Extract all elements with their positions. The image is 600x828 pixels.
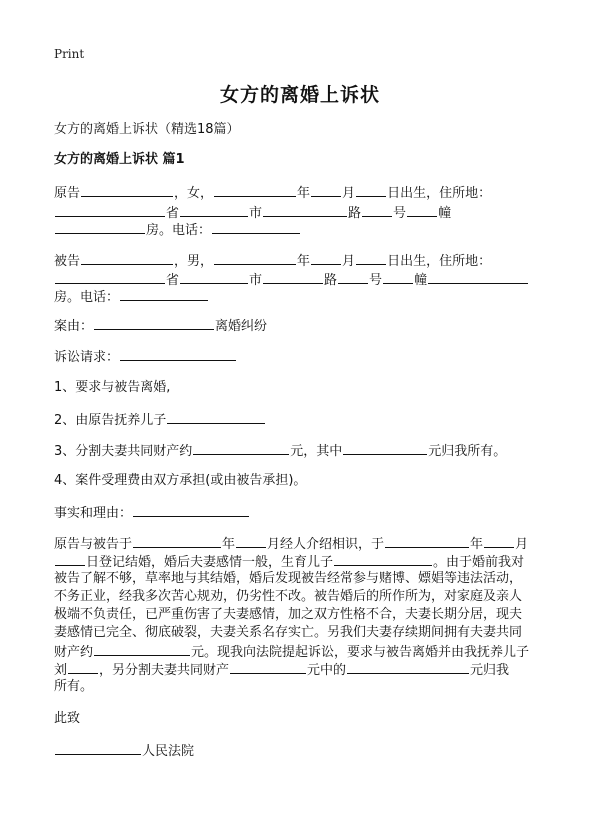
defendant-birth-month-blank <box>311 251 341 265</box>
print-link[interactable]: Print <box>54 47 85 61</box>
case-cause-blank <box>94 316 214 330</box>
facts-line-4: 不务正业，经我多次苦心规劝，仍劣性不改。被告婚后的所作所为，对家庭及亲人 <box>54 589 523 604</box>
facts-line-7: 财产约 元。现我向法院提起诉讼，要求与被告离婚并由我抚养儿子 <box>54 642 529 662</box>
met-year-blank <box>133 534 221 548</box>
defendant-line-2: 省 市 路 号 幢 <box>54 270 529 290</box>
plaintiff-phone-blank <box>212 220 300 234</box>
defendant-building-blank <box>383 270 413 284</box>
facts-label: 事实和理由： <box>54 503 250 523</box>
defendant-number-blank <box>338 270 368 284</box>
facts-line-1: 原告与被告于 年 月经人介绍相识，于 年 月 <box>54 534 528 554</box>
claims-label: 诉讼请求： <box>54 347 237 367</box>
plaintiff-birth-month-blank <box>311 183 341 197</box>
son-name-blank <box>334 552 432 566</box>
facts-line-2: 日登记结婚，婚后夫妻感情一般，生育儿子 。由于婚前我对 <box>54 552 524 572</box>
facts-line-9: 所有。 <box>54 679 94 694</box>
facts-line-8: 刘 ，另分割夫妻共同财产 元中的 元归我 <box>54 660 509 680</box>
defendant-city-blank <box>180 270 248 284</box>
claims-blank <box>120 347 236 361</box>
defendant-birth-year-blank <box>214 251 296 265</box>
defendant-name-blank <box>81 251 173 265</box>
facts-line-5: 极端不负责任，已严重伤害了夫妻感情，加之双方性格不合，夫妻长期分居，现夫 <box>54 607 523 622</box>
facts-line-3: 被告了解不够，草率地与其结婚，婚后发现被告经常参与赌博、嫖娼等违法活动， <box>54 571 523 586</box>
closing-to: 此致 <box>54 711 81 726</box>
defendant-line-3: 房。电话： <box>54 287 209 307</box>
section-title: 女方的离婚上诉状 篇1 <box>54 152 185 167</box>
property-share-blank <box>347 660 469 674</box>
met-month-blank <box>236 534 266 548</box>
plaintiff-number-blank <box>362 203 392 217</box>
plaintiff-province-blank <box>55 203 165 217</box>
defendant-room-blank <box>428 270 528 284</box>
claim-3-share-blank <box>343 441 427 455</box>
married-month-blank <box>484 534 514 548</box>
page-title: 女方的离婚上诉状 <box>219 84 380 106</box>
plaintiff-birth-year-blank <box>214 183 296 197</box>
plaintiff-line-2: 省 市 路 号 幢 <box>54 203 451 223</box>
facts-blank <box>133 503 249 517</box>
plaintiff-name-blank <box>81 183 173 197</box>
plaintiff-birth-day-blank <box>356 183 386 197</box>
plaintiff-city-blank <box>180 203 248 217</box>
son-given-name-blank <box>68 660 98 674</box>
plaintiff-building-blank <box>407 203 437 217</box>
defendant-line-1: 被告 ，男， 年 月 日出生，住所地： <box>54 251 491 271</box>
claim-3: 3、分割夫妻共同财产约 元，其中 元归我所有。 <box>54 441 506 461</box>
facts-line-6: 妻感情已完全、彻底破裂，夫妻关系名存实亡。另我们夫妻存续期间拥有夫妻共同 <box>54 625 523 640</box>
plaintiff-line-1: 原告 ，女， 年 月 日出生，住所地： <box>54 183 491 203</box>
subtitle: 女方的离婚上诉状（精选18篇） <box>54 122 240 137</box>
defendant-province-blank <box>55 270 165 284</box>
case-cause: 案由： 离婚纠纷 <box>54 316 267 336</box>
claim-1: 1、要求与被告离婚, <box>54 380 171 395</box>
claim-3-total-blank <box>193 441 289 455</box>
property-total-blank <box>94 642 190 656</box>
defendant-birth-day-blank <box>356 251 386 265</box>
married-day-blank <box>55 552 85 566</box>
claim-2-blank <box>167 410 265 424</box>
closing-court: 人民法院 <box>54 741 194 761</box>
claim-2: 2、由原告抚养儿子 <box>54 410 266 430</box>
plaintiff-room-blank <box>55 220 145 234</box>
plaintiff-line-3: 房。电话： <box>54 220 301 240</box>
plaintiff-road-blank <box>263 203 347 217</box>
claim-4: 4、案件受理费由双方承担(或由被告承担)。 <box>54 473 307 488</box>
court-blank <box>55 741 141 755</box>
defendant-road-blank <box>263 270 323 284</box>
property-divide-blank <box>230 660 306 674</box>
married-year-blank <box>385 534 469 548</box>
defendant-phone-blank <box>120 287 208 301</box>
